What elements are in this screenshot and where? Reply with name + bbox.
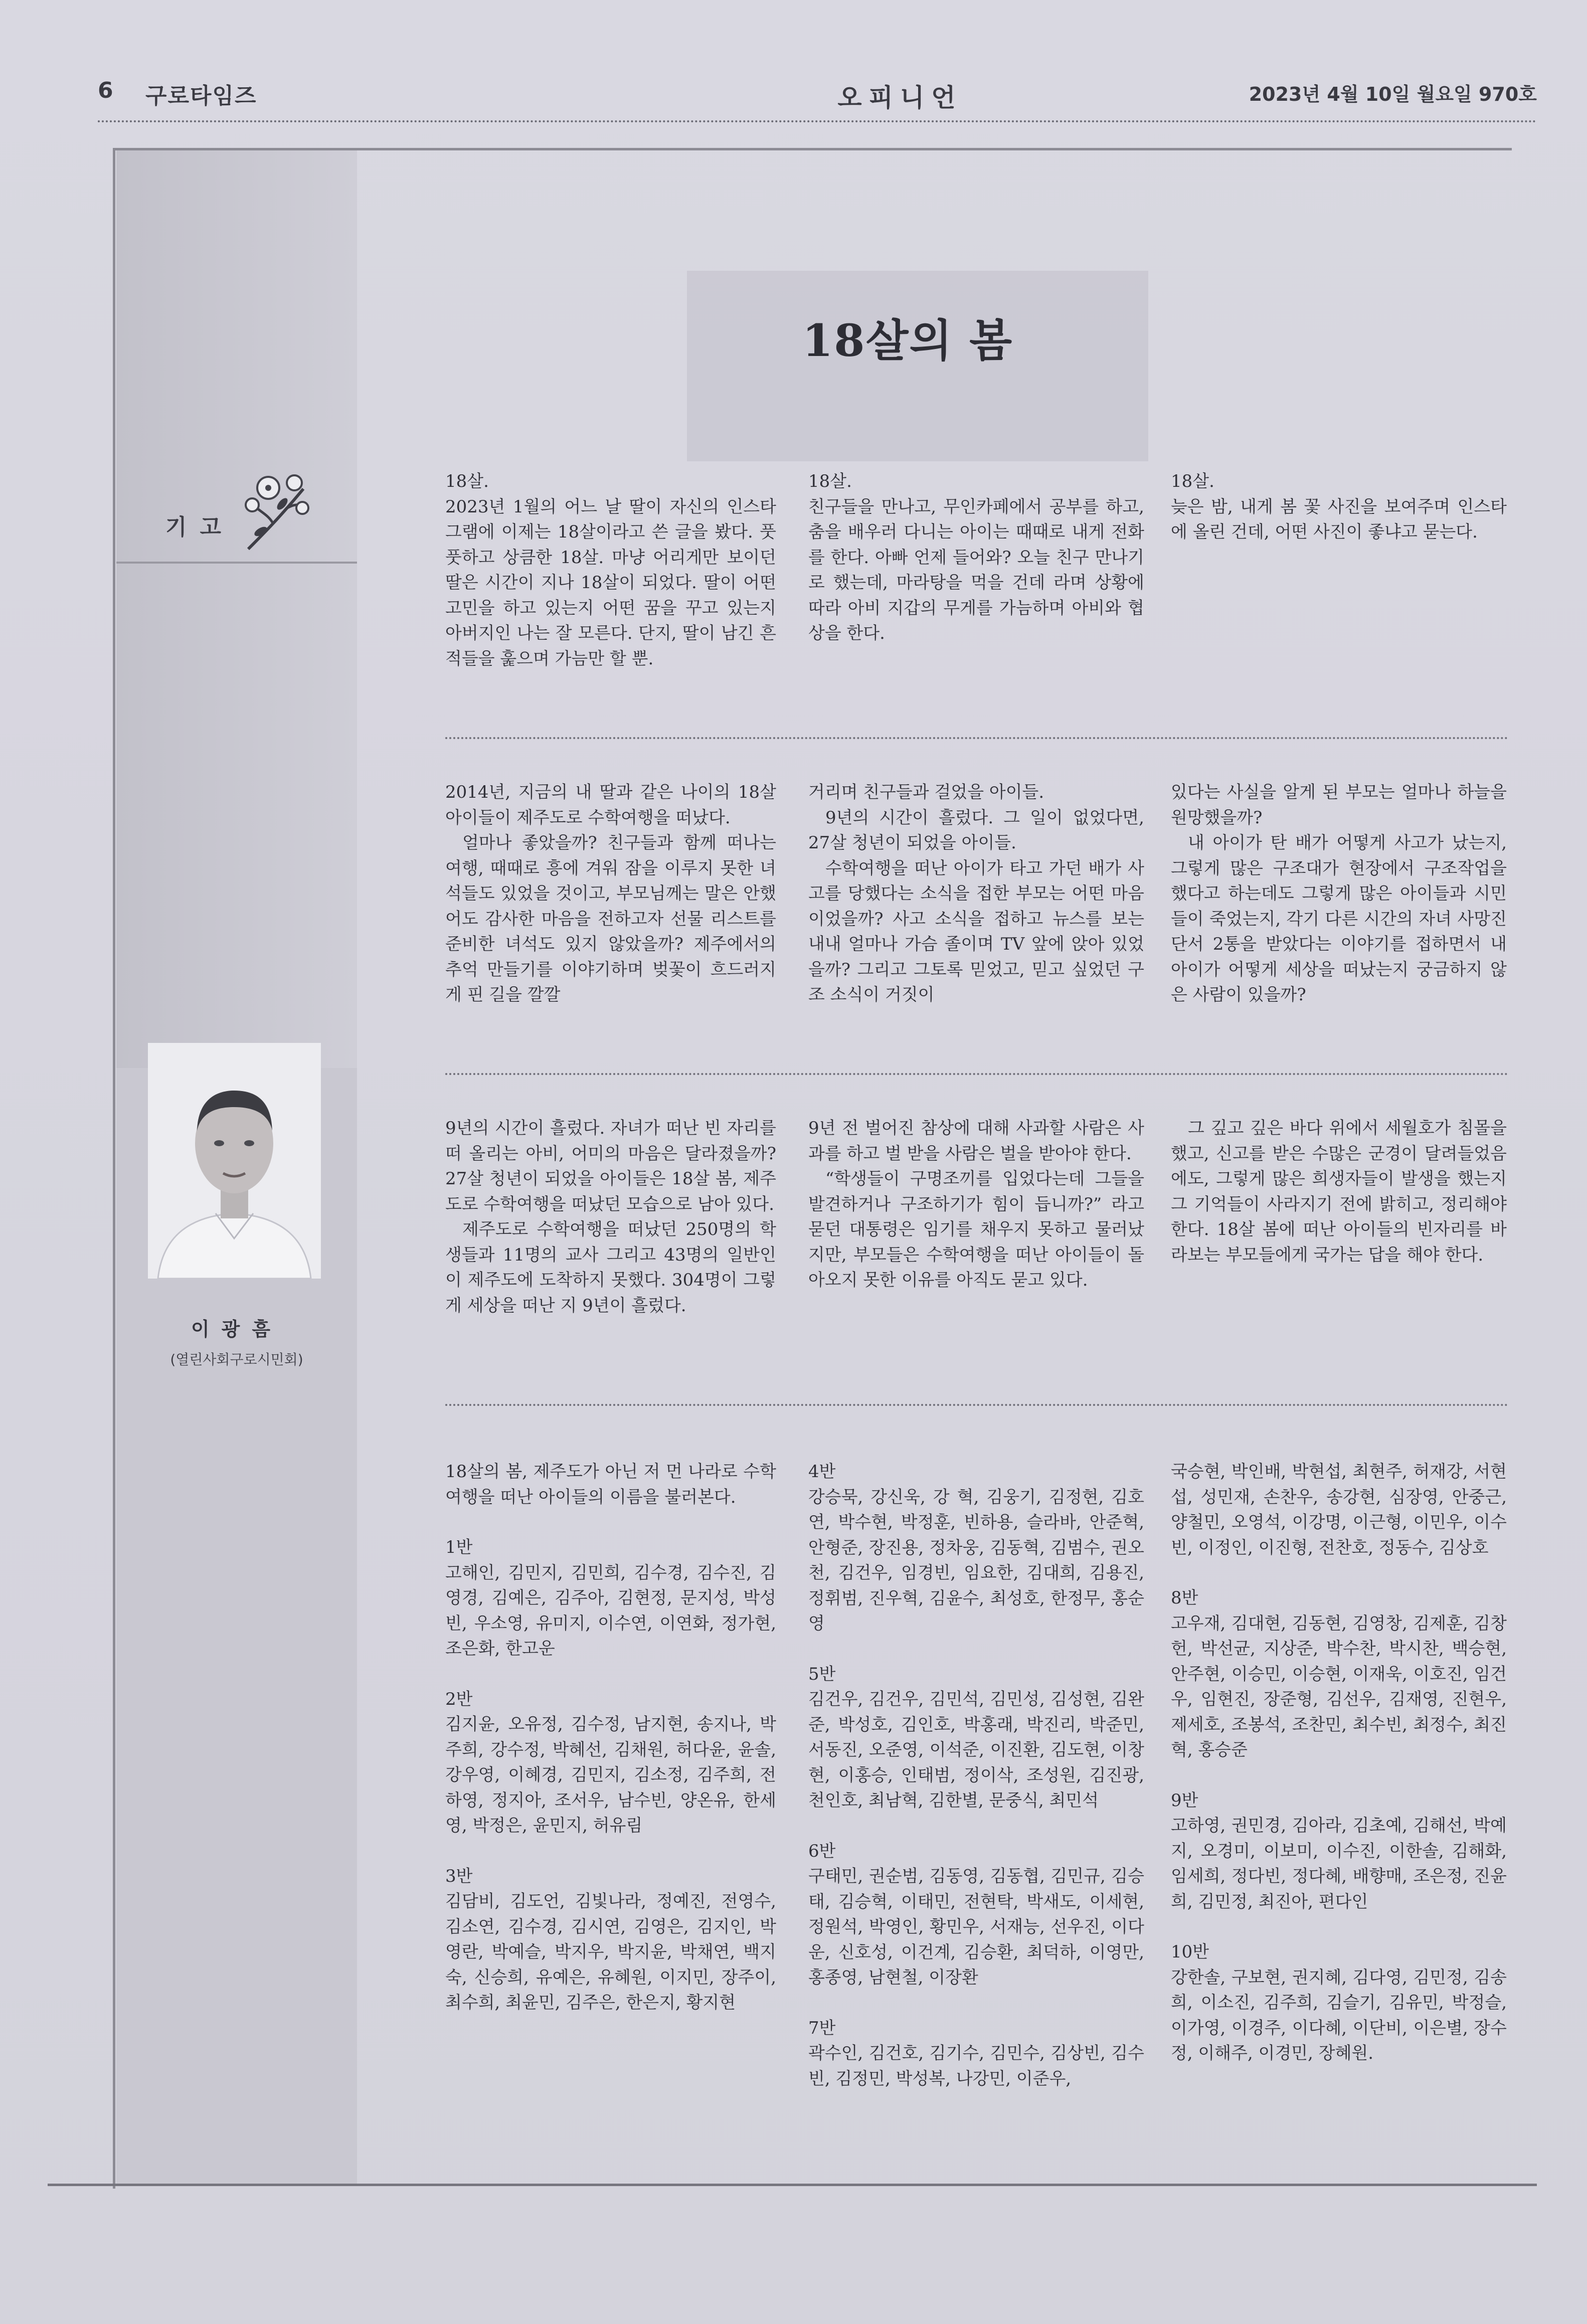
- paragraph: 2023년 1월의 어느 날 딸이 자신의 인스타그램에 이제는 18살이라고 쓴 글을 봤다. 풋풋하고 상큼한 18살. 마냥 어리게만 보이던 딸은 시간이 지나 18살이 되었다. 딸이 어떤 고민을 하고 있는지 어떤 꿈을 꾸고 있는지 아버지인 나는 잘 모른다. 단지, 딸이 남긴 흔적들을 훑으며 가늠만 할 뿐.: [445, 496, 776, 669]
- class-label: 5반: [808, 1664, 836, 1684]
- flower-branch-icon: [238, 469, 313, 554]
- block-divider: [445, 1073, 1508, 1075]
- paragraph: 수학여행을 떠난 아이가 타고 가던 배가 사고를 당했다는 소식을 접한 부모는 어떤 마음이었을까? 사고 소식을 접하고 뉴스를 보는 내내 얼마나 가슴 졸이며 TV 앞에 앉아 있었을까? 그리고 그토록 믿었고, 믿고 싶었던 구조 소식이 거짓이: [808, 858, 1144, 1005]
- class-names: 고우재, 김대현, 김동현, 김영창, 김제훈, 김창헌, 박선균, 지상준, 박수찬, 박시찬, 백승현, 안주현, 이승민, 이승현, 이재욱, 이호진, 임건우, 임현진, 장준형, 김선우, 김재영, 진현우, 제세호, 조봉석, 조찬민, 최수빈, 최정수, 최진혁, 홍승준: [1171, 1613, 1507, 1760]
- block1-column3: [1171, 469, 1507, 545]
- article-title: 18살의 봄: [802, 314, 1013, 367]
- block3-column2: [808, 1116, 1144, 1293]
- paragraph: 9년의 시간이 흘렀다. 자녀가 떠난 빈 자리를 떠 올리는 아비, 어미의 마음은 달라졌을까? 27살 청년이 되었을 아이들은 18살 봄, 제주도로 수학여행을 떠났던 모습으로 남아 있다.: [445, 1118, 776, 1214]
- block-divider: [445, 737, 1508, 739]
- class-label: 8반: [1171, 1588, 1198, 1608]
- issue-date: 2023년 4월 10일 월요일 970호: [1249, 83, 1537, 105]
- names-column1: [445, 1459, 776, 2016]
- block1-column2: [808, 469, 1144, 646]
- class-label: 1반: [445, 1537, 473, 1557]
- class-label: 7반: [808, 2018, 836, 2038]
- paper-name: 구로타임즈: [145, 83, 257, 109]
- paragraph: 그 깊고 깊은 바다 위에서 세월호가 침몰을 했고, 신고를 받은 수많은 군경이 달려들었음에도, 그렇게 많은 희생자들이 발생을 했는지 그 기억들이 사라지기 전에 밝히고, 정리해야 한다. 18살 봄에 떠난 아이들의 빈자리를 바라보는 부모들에게 국가는 답을 해야 한다.: [1171, 1118, 1507, 1265]
- paragraph: 내 아이가 탄 배가 어떻게 사고가 났는지, 그렇게 많은 구조대가 현장에서 구조작업을 했다고 하는데도 그렇게 많은 아이들과 시민들이 죽었는지, 각기 다른 시간의 자녀 사망진단서 2통을 받았다는 이야기를 접하면서 내 아이가 어떻게 세상을 떠났는지 궁금하지 않은 사람이 있을까?: [1171, 833, 1507, 1005]
- names-column3: [1171, 1459, 1507, 2066]
- author-name: 이광흠: [191, 1318, 283, 1340]
- paragraph: 제주도로 수학여행을 떠났던 250명의 학생들과 11명의 교사 그리고 43명의 일반인이 제주도에 도착하지 못했다. 304명이 그렇게 세상을 떠난 지 9년이 흘렀다.: [445, 1219, 776, 1316]
- class-label: 10반: [1171, 1942, 1209, 1962]
- class-names: 구태민, 권순범, 김동영, 김동협, 김민규, 김승태, 김승혁, 이태민, 전현탁, 박새도, 이세현, 정원석, 박영인, 황민우, 서재능, 선우진, 이다운, 신호성, 이건계, 김승환, 최덕하, 이영만, 홍종영, 남현철, 이장환: [808, 1866, 1144, 1988]
- author-photo: [148, 1043, 321, 1279]
- class-names: 고하영, 권민경, 김아라, 김초예, 김해선, 박예지, 오경미, 이보미, 이수진, 이한솔, 김해화, 임세희, 정다빈, 정다혜, 배향매, 조은정, 진윤희, 김민정, 최진아, 편다인: [1171, 1816, 1507, 1912]
- section-title: 오피니언: [837, 83, 963, 112]
- paragraph: 얼마나 좋았을까? 친구들과 함께 떠나는 여행, 때때로 흥에 겨워 잠을 이루지 못한 녀석들도 있었을 것이고, 부모님께는 말은 안했어도 감사한 마음을 전하고자 선물 리스트를 준비한 녀석도 있지 않았을까? 제주에서의 추억 만들기를 이야기하며 벚꽃이 흐드러지게 핀 길을 깔깔: [445, 833, 776, 1005]
- class-names: 고해인, 김민지, 김민희, 김수경, 김수진, 김영경, 김예은, 김주아, 김현정, 문지성, 박성빈, 우소영, 유미지, 이수연, 이연화, 정가현, 조은화, 한고운: [445, 1562, 776, 1659]
- category-label: 기고: [165, 514, 235, 540]
- paragraph: 거리며 친구들과 걸었을 아이들.: [808, 782, 1044, 802]
- class-names: 국승현, 박인배, 박현섭, 최현주, 허재강, 서현섭, 성민재, 손찬우, 송강현, 심장영, 안중근, 양철민, 오영석, 이강명, 이근형, 이민우, 이수빈, 이정인, 이진형, 전찬호, 정동수, 김상호: [1171, 1462, 1507, 1558]
- class-label: 6반: [808, 1841, 836, 1861]
- class-names: 김담비, 김도언, 김빛나라, 정예진, 전영수, 김소연, 김수경, 김시연, 김영은, 김지인, 박영란, 박예슬, 박지우, 박지윤, 박채연, 백지숙, 신승희, 유예은, 유혜원, 이지민, 장주이, 최수희, 최윤민, 김주은, 한은지, 황지현: [445, 1891, 776, 2013]
- page-header: [98, 73, 1537, 113]
- paragraph: 친구들을 만나고, 무인카페에서 공부를 하고, 춤을 배우러 다니는 아이는 때때로 내게 전화를 한다. 아빠 언제 들어와? 오늘 친구 만나기로 했는데, 마라탕을 먹을 건데 라며 상황에 따라 아비 지갑의 무게를 가늠하며 아비와 협상을 한다.: [808, 496, 1144, 643]
- block2-column1: [445, 780, 776, 1008]
- paragraph: 9년의 시간이 흘렀다. 그 일이 없었다면, 27살 청년이 되었을 아이들.: [808, 807, 1144, 853]
- paragraph: “학생들이 구명조끼를 입었다는데 그들을 발견하거나 구조하기가 힘이 듭니까?” 라고 묻던 대통령은 임기를 채우지 못하고 물러났지만, 부모들은 수학여행을 떠난 아이들이 돌아오지 못한 이유를 아직도 묻고 있다.: [808, 1169, 1144, 1290]
- category-underline: [116, 562, 357, 564]
- page-number: 6: [98, 78, 113, 103]
- sidebar-shade: [116, 150, 357, 1068]
- block-divider: [445, 1404, 1508, 1406]
- class-names: 강한솔, 구보현, 권지혜, 김다영, 김민정, 김송희, 이소진, 김주희, 김슬기, 김유민, 박정슬, 이가영, 이경주, 이다혜, 이단비, 이은별, 장수정, 이해주, 이경민, 장혜원.: [1171, 1967, 1507, 2063]
- block2-column2: [808, 780, 1144, 1008]
- class-label: 3반: [445, 1866, 473, 1886]
- paragraph: 늦은 밤, 내게 봄 꽃 사진을 보여주며 인스타에 올린 건데, 어떤 사진이 좋냐고 묻는다.: [1171, 496, 1507, 542]
- paragraph: 있다는 사실을 알게 된 부모는 얼마나 하늘을 원망했을까?: [1171, 782, 1507, 828]
- page-bottom-rule: [48, 2184, 1537, 2186]
- block3-column1: [445, 1116, 776, 1318]
- block3-column3: [1171, 1116, 1507, 1268]
- paragraph: 9년 전 벌어진 참상에 대해 사과할 사람은 사과를 하고 벌 받을 사람은 벌을 받아야 한다.: [808, 1118, 1144, 1164]
- block1-column1: [445, 469, 776, 671]
- names-column2: [808, 1459, 1144, 2091]
- block2-column3: [1171, 780, 1507, 1008]
- class-label: 9반: [1171, 1790, 1198, 1811]
- paragraph: 18살.: [808, 471, 852, 491]
- paragraph: 18살.: [445, 471, 489, 491]
- class-names: 곽수인, 김건호, 김기수, 김민수, 김상빈, 김수빈, 김정민, 박성복, 나강민, 이준우,: [808, 2043, 1144, 2089]
- names-intro: 18살의 봄, 제주도가 아닌 저 먼 나라로 수학여행을 떠난 아이들의 이름을 불러본다.: [445, 1462, 776, 1507]
- class-names: 강승묵, 강신욱, 강 혁, 김웅기, 김정현, 김호연, 박수현, 박정훈, 빈하용, 슬라바, 안준혁, 안형준, 장진용, 정차웅, 김동혁, 김범수, 권오천, 김건우, 임경빈, 임요한, 김대희, 김용진, 정휘범, 진우혁, 김윤수, 최성호, 한정무, 홍순영: [808, 1487, 1144, 1634]
- class-label: 4반: [808, 1462, 836, 1482]
- paragraph: 18살.: [1171, 471, 1214, 491]
- header-divider: [98, 120, 1537, 122]
- class-names: 김지윤, 오유정, 김수정, 남지현, 송지나, 박주희, 강수정, 박혜선, 김채원, 허다윤, 윤솔, 강우영, 이혜경, 김민지, 김소정, 김주희, 전하영, 정지아, 조서우, 남수빈, 양온유, 한세영, 박정은, 윤민지, 허유림: [445, 1714, 776, 1836]
- author-organization: (열린사회구로시민회): [170, 1351, 303, 1368]
- class-label: 2반: [445, 1689, 473, 1709]
- article-frame-left: [113, 148, 115, 2189]
- paragraph: 2014년, 지금의 내 딸과 같은 나이의 18살 아이들이 제주도로 수학여행을 떠났다.: [445, 782, 776, 828]
- class-names: 김건우, 김건우, 김민석, 김민성, 김성현, 김완준, 박성호, 김인호, 박홍래, 박진리, 박준민, 서동진, 오준영, 이석준, 이진환, 김도현, 이창현, 이홍승, 인태범, 정이삭, 조성원, 김진광, 천인호, 최남혁, 김한별, 문중식, 최민석: [808, 1689, 1144, 1811]
